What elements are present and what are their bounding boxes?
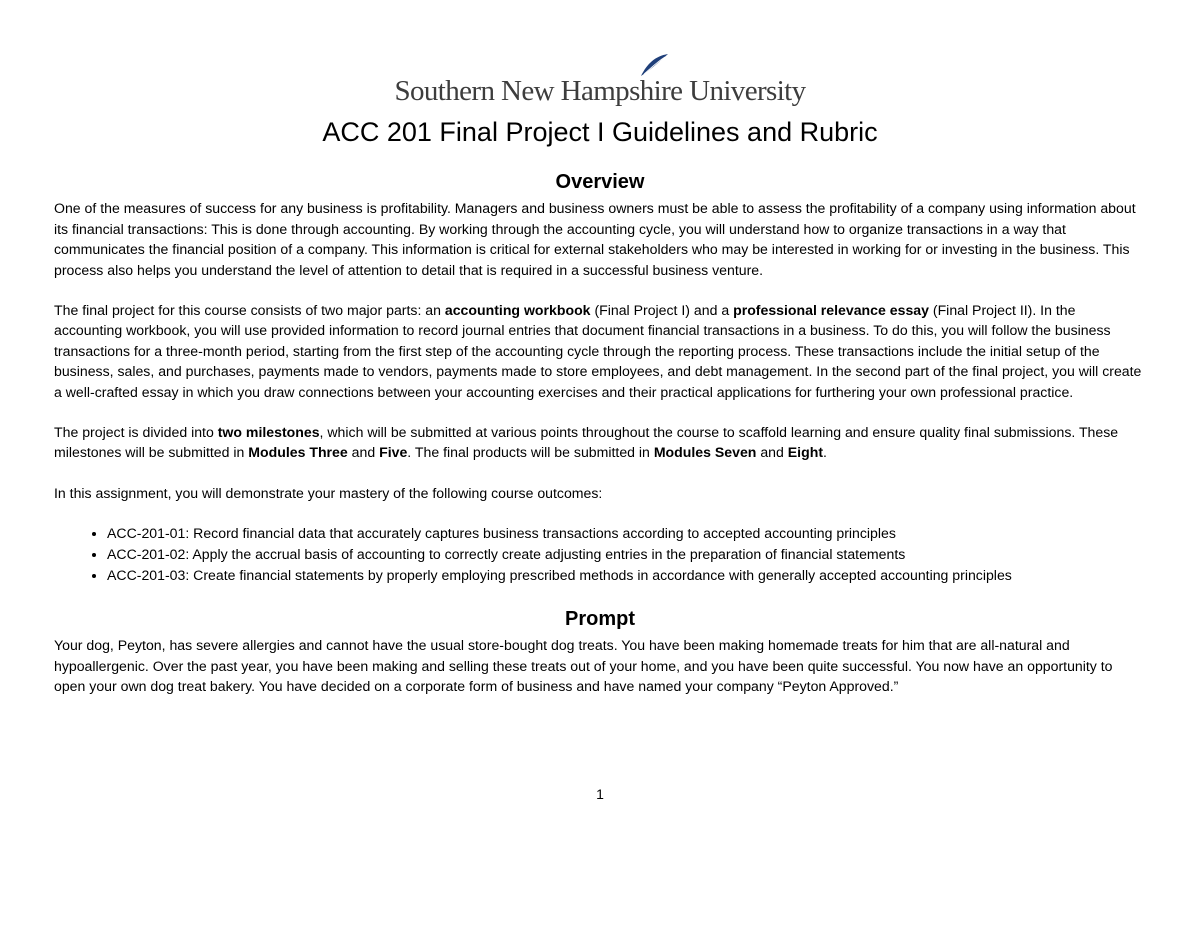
document-title: ACC 201 Final Project I Guidelines and Rubric [322, 117, 878, 147]
text-run: (Final Project II). In the accounting workbook, you will use provided information to record journal entries that document financial transactions in a business. To do this, you will follow the business transactions for a three-month period, starting from the first step of the accounting cycle through the reporting process. These transactions include the initial setup of the business, sales, and purchases, payments made to vendors, payments made to store employees, and debt management. In the second part of the final project, you will create a well-crafted essay in which you draw connections between your accounting exercises and their practical applications for furthering your own professional practice. [54, 302, 1142, 400]
text-run: . [823, 444, 827, 461]
text-run: , which will be submitted at various points throughout the course to scaffold learning and ensure quality final submissions. These milestones will be submitted in [54, 424, 1119, 461]
overview-heading: Overview [555, 171, 645, 194]
prompt-heading: Prompt [565, 608, 635, 631]
bold-modules-three: Modules Three [248, 444, 348, 461]
text-run: . The final products will be submitted in [407, 444, 654, 461]
bold-modules-seven: Modules Seven [653, 444, 757, 461]
document-page [54, 50, 1146, 716]
text-run: and [756, 444, 788, 461]
bold-five: Five [379, 444, 408, 461]
bold-professional-relevance-essay: professional relevance essay [733, 302, 929, 319]
overview-paragraph-3 [54, 422, 1146, 463]
leaf-icon [639, 52, 669, 78]
overview-paragraph-4: In this assignment, you will demonstrate your mastery of the following course outcomes: [54, 484, 603, 501]
outcome-item: • ACC-201-02: Apply the accrual basis of accounting to correctly create adjusting entries in the preparation of financial statements [107, 544, 1146, 565]
text-run: The project is divided into [54, 424, 218, 441]
logo-text: Southern New Hampshire University [394, 75, 806, 107]
university-logo [54, 50, 1146, 106]
text-run: (Final Project I) and a [590, 302, 734, 319]
page-number: 1 [596, 786, 604, 802]
bold-accounting-workbook: accounting workbook [444, 302, 591, 319]
bold-eight: Eight [787, 444, 824, 461]
course-outcomes-list [54, 523, 1146, 586]
text-run: The final project for this course consists of two major parts: an [54, 302, 445, 319]
overview-paragraph-1: One of the measures of success for any business is profitability. Managers and business owners must be able to assess the profitability of a company using information about its financial transactions: This is done through accounting. By working through the accounting cycle, you will understand how to organize transactions in a way that communicates the financial position of a company. This information is critical for external stakeholders who may be interested in working for or investing in the business. This process also helps you understand the level of attention to detail that is required in a successful business venture. [54, 200, 1136, 278]
outcome-item: • ACC-201-03: Create financial statements by properly employing prescribed methods in accordance with generally accepted accounting principles [107, 565, 1146, 586]
overview-paragraph-2 [54, 300, 1146, 402]
prompt-paragraph: Your dog, Peyton, has severe allergies and cannot have the usual store-bought dog treats. You have been making homemade treats for him that are all-natural and hypoallergenic. Over the past year, you have been making and selling these treats out of your home, and you have been quite successful. You now have an opportunity to open your own dog treat bakery. You have decided on a corporate form of business and have named your company “Peyton Approved.” [54, 637, 1113, 695]
text-run: and [347, 444, 380, 461]
outcome-item: • ACC-201-01: Record financial data that accurately captures business transactions according to accepted accounting principles [107, 523, 1146, 544]
bold-two-milestones: two milestones [217, 424, 320, 441]
